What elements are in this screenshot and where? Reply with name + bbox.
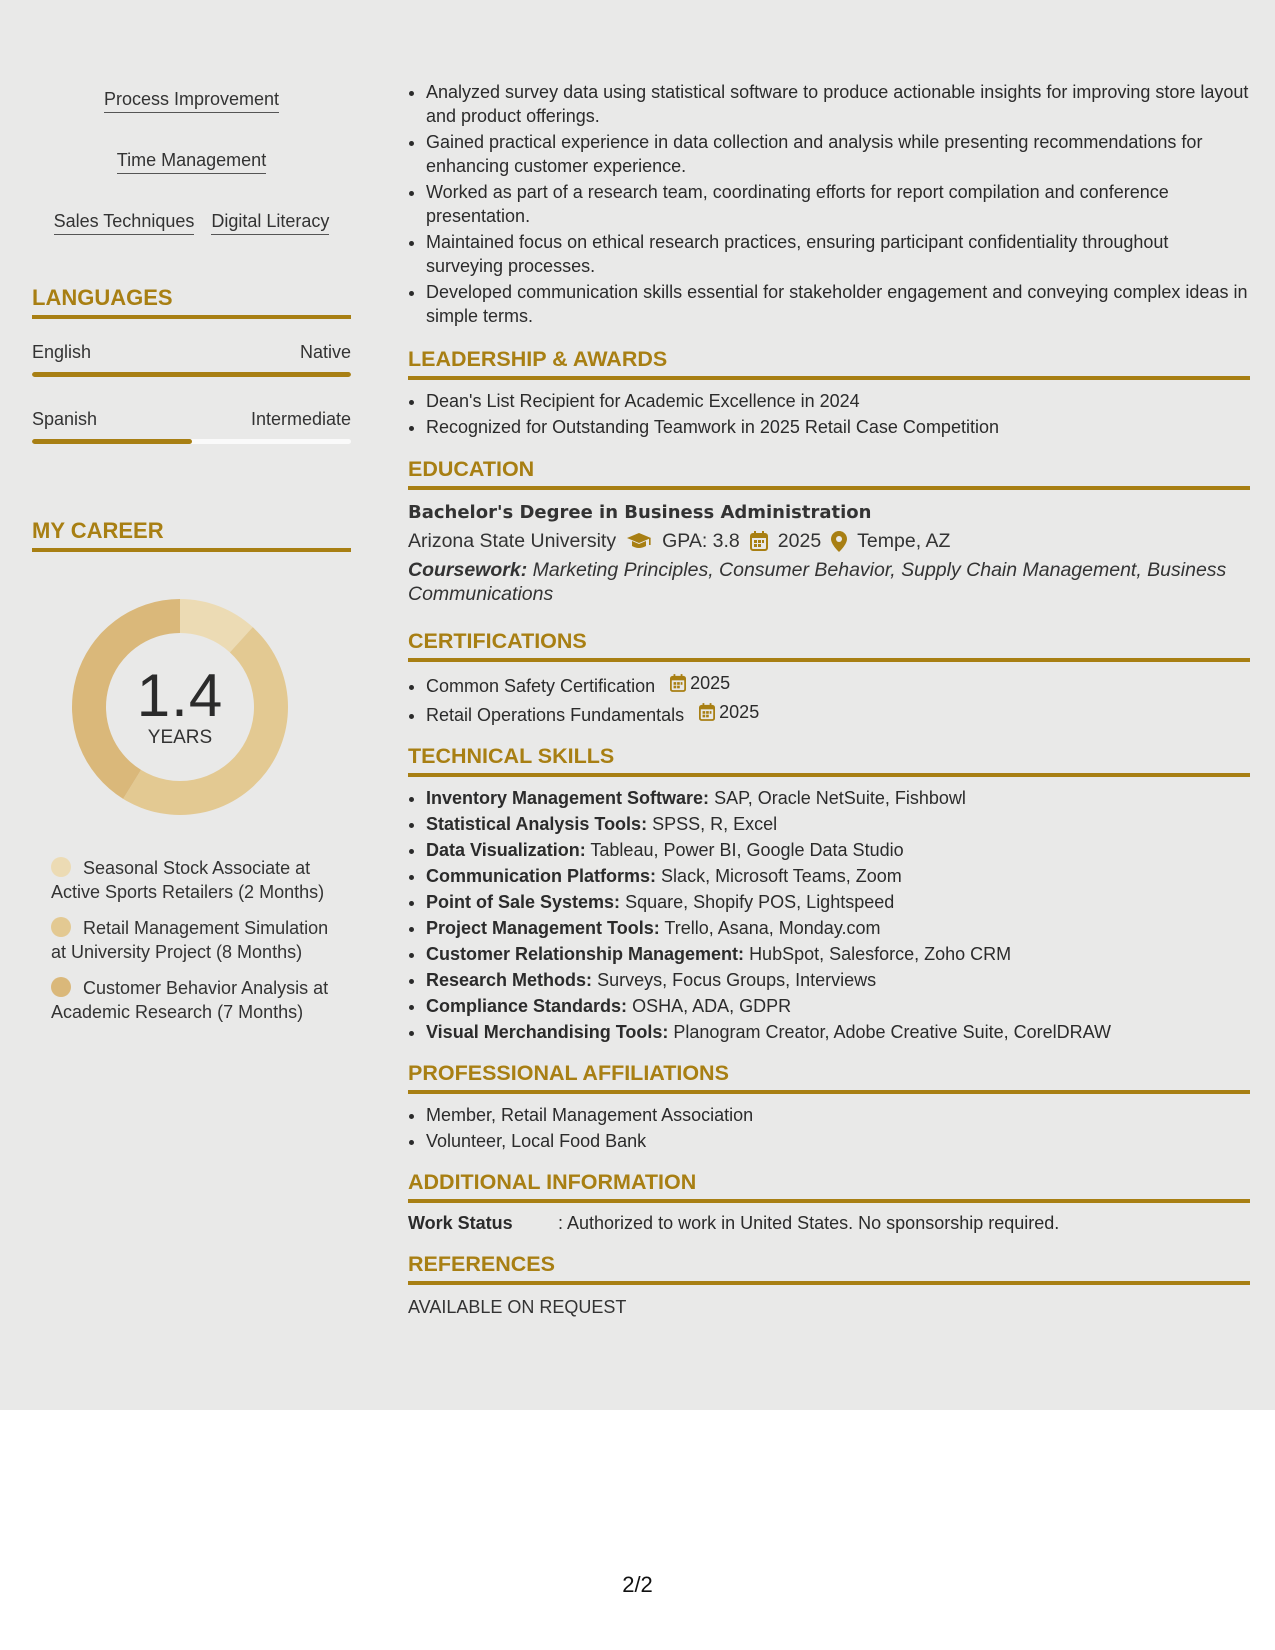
language-proficiency-bar xyxy=(32,372,351,377)
education-location: Tempe, AZ xyxy=(857,530,951,552)
career-legend-label: Seasonal Stock Associate at Active Sports Retailers (2 Months) xyxy=(51,858,325,902)
page-indicator: 2/2 xyxy=(622,1572,653,1597)
leadership-item: • Dean's List Recipient for Academic Excellence in 2024 xyxy=(426,389,1250,413)
skill-category: Visual Merchandising Tools: xyxy=(426,1022,669,1042)
experience-bullet: • Maintained focus on ethical research practices, ensuring participant confidentiality throughout surveying processes. xyxy=(426,230,1250,278)
skill-tag: Process Improvement xyxy=(104,88,279,113)
language-proficiency-fill xyxy=(32,439,192,444)
certification-name: Common Safety Certification xyxy=(426,676,656,696)
skill-tag: Sales Techniques xyxy=(54,210,195,235)
certifications-heading: CERTIFICATIONS xyxy=(408,628,1250,662)
legend-dot xyxy=(51,857,71,877)
technical-skill-item xyxy=(426,812,1250,836)
certifications-list xyxy=(408,671,1250,727)
education-coursework xyxy=(408,558,1250,606)
references-text: AVAILABLE ON REQUEST xyxy=(408,1297,627,1317)
legend-dot xyxy=(51,977,71,997)
career-legend-item xyxy=(51,916,331,964)
skill-values: SPSS, R, Excel xyxy=(652,814,778,834)
skill-category: Customer Relationship Management: xyxy=(426,944,745,964)
technical-skill-item xyxy=(426,838,1250,862)
language-name: English xyxy=(32,342,92,362)
career-legend xyxy=(51,856,331,1024)
technical-skill-item xyxy=(426,786,1250,810)
technical-skill-item xyxy=(426,1020,1250,1044)
calendar-icon xyxy=(750,531,768,551)
skill-category: Project Management Tools: xyxy=(426,918,660,938)
graduation-cap-icon xyxy=(626,532,652,550)
skill-category: Compliance Standards: xyxy=(426,996,628,1016)
skill-category: Point of Sale Systems: xyxy=(426,892,621,912)
legend-dot xyxy=(51,917,71,937)
skill-values: Trello, Asana, Monday.com xyxy=(664,918,881,938)
certification-name: Retail Operations Fundamentals xyxy=(426,705,685,725)
skill-category: Data Visualization: xyxy=(426,840,586,860)
leadership-heading: LEADERSHIP & AWARDS xyxy=(408,346,1250,380)
coursework-text: Marketing Principles, Consumer Behavior, Supply Chain Management, Business Communications xyxy=(408,559,1227,605)
location-pin-icon xyxy=(831,531,847,552)
career-years-unit: YEARS xyxy=(147,727,213,748)
right-column xyxy=(408,80,1250,1319)
calendar-icon xyxy=(670,674,686,692)
skill-values: Planogram Creator, Adobe Creative Suite, CorelDRAW xyxy=(673,1022,1111,1042)
technical-skills-list xyxy=(408,786,1250,1044)
skill-values: Tableau, Power BI, Google Data Studio xyxy=(590,840,904,860)
affiliation-item: • Member, Retail Management Association xyxy=(426,1103,1250,1127)
technical-skill-item xyxy=(426,968,1250,992)
experience-bullets xyxy=(408,80,1250,328)
skill-values: Slack, Microsoft Teams, Zoom xyxy=(661,866,902,886)
certification-year: 2025 xyxy=(719,702,760,722)
technical-skill-item xyxy=(426,864,1250,888)
education-school: Arizona State University xyxy=(408,530,617,552)
experience-bullet: • Analyzed survey data using statistical software to produce actionable insights for improving store layout and product offerings. xyxy=(426,80,1250,128)
skill-tag: Time Management xyxy=(117,149,266,174)
skill-category: Statistical Analysis Tools: xyxy=(426,814,648,834)
career-legend-item xyxy=(51,856,331,904)
certification-item xyxy=(426,671,1250,698)
language-entry xyxy=(32,408,351,444)
skill-category: Communication Platforms: xyxy=(426,866,657,886)
leadership-list xyxy=(408,389,1250,439)
education-meta xyxy=(408,526,1250,556)
technical-skill-item xyxy=(426,916,1250,940)
affiliations-heading: PROFESSIONAL AFFILIATIONS xyxy=(408,1060,1250,1094)
language-entry xyxy=(32,341,351,377)
work-status-value: : Authorized to work in United States. No sponsorship required. xyxy=(558,1213,1060,1233)
languages-heading: LANGUAGES xyxy=(32,285,351,319)
skill-category: Research Methods: xyxy=(426,970,593,990)
technical-skill-item xyxy=(426,994,1250,1018)
coursework-label: Coursework: xyxy=(408,559,528,581)
career-total-years: 1.4 xyxy=(136,662,224,729)
education-year: 2025 xyxy=(777,530,822,552)
skill-values: Square, Shopify POS, Lightspeed xyxy=(625,892,895,912)
references-heading: REFERENCES xyxy=(408,1251,1250,1285)
affiliation-item: • Volunteer, Local Food Bank xyxy=(426,1129,1250,1153)
skill-values: HubSpot, Salesforce, Zoho CRM xyxy=(749,944,1012,964)
education-degree: Bachelor's Degree in Business Administration xyxy=(408,502,872,523)
skill-tag: Digital Literacy xyxy=(211,210,329,235)
certification-item xyxy=(426,700,1250,727)
experience-bullet: • Developed communication skills essential for stakeholder engagement and conveying complex ideas in simple terms. xyxy=(426,280,1250,328)
language-level: Native xyxy=(299,342,351,362)
career-legend-item xyxy=(51,976,331,1024)
work-status-row xyxy=(408,1211,1250,1235)
skill-values: Surveys, Focus Groups, Interviews xyxy=(597,970,877,990)
education-heading: EDUCATION xyxy=(408,456,1250,490)
career-donut-chart xyxy=(65,592,295,822)
education-gpa: GPA: 3.8 xyxy=(662,530,740,552)
work-status-label: Work Status xyxy=(408,1213,513,1233)
additional-info-heading: ADDITIONAL INFORMATION xyxy=(408,1169,1250,1203)
career-legend-label: Retail Management Simulation at University Project (8 Months) xyxy=(51,918,329,962)
skill-values: OSHA, ADA, GDPR xyxy=(632,996,792,1016)
experience-bullet: • Gained practical experience in data collection and analysis while presenting recommendations for enhancing customer experience. xyxy=(426,130,1250,178)
career-heading: MY CAREER xyxy=(32,518,351,552)
technical-skill-item xyxy=(426,890,1250,914)
language-proficiency-bar xyxy=(32,439,351,444)
leadership-item: • Recognized for Outstanding Teamwork in 2025 Retail Case Competition xyxy=(426,415,1250,439)
calendar-icon xyxy=(699,703,715,721)
language-level: Intermediate xyxy=(250,409,351,429)
technical-skills-heading: TECHNICAL SKILLS xyxy=(408,743,1250,777)
language-name: Spanish xyxy=(32,409,98,429)
skill-category: Inventory Management Software: xyxy=(426,788,710,808)
technical-skill-item xyxy=(426,942,1250,966)
skill-values: SAP, Oracle NetSuite, Fishbowl xyxy=(714,788,966,808)
skills-tags xyxy=(32,82,351,235)
career-legend-label: Customer Behavior Analysis at Academic Research (7 Months) xyxy=(51,978,329,1022)
certification-year: 2025 xyxy=(690,673,731,693)
language-proficiency-fill xyxy=(32,372,351,377)
experience-bullet: • Worked as part of a research team, coordinating efforts for report compilation and conference presentation. xyxy=(426,180,1250,228)
affiliations-list xyxy=(408,1103,1250,1153)
left-column xyxy=(32,82,351,1036)
